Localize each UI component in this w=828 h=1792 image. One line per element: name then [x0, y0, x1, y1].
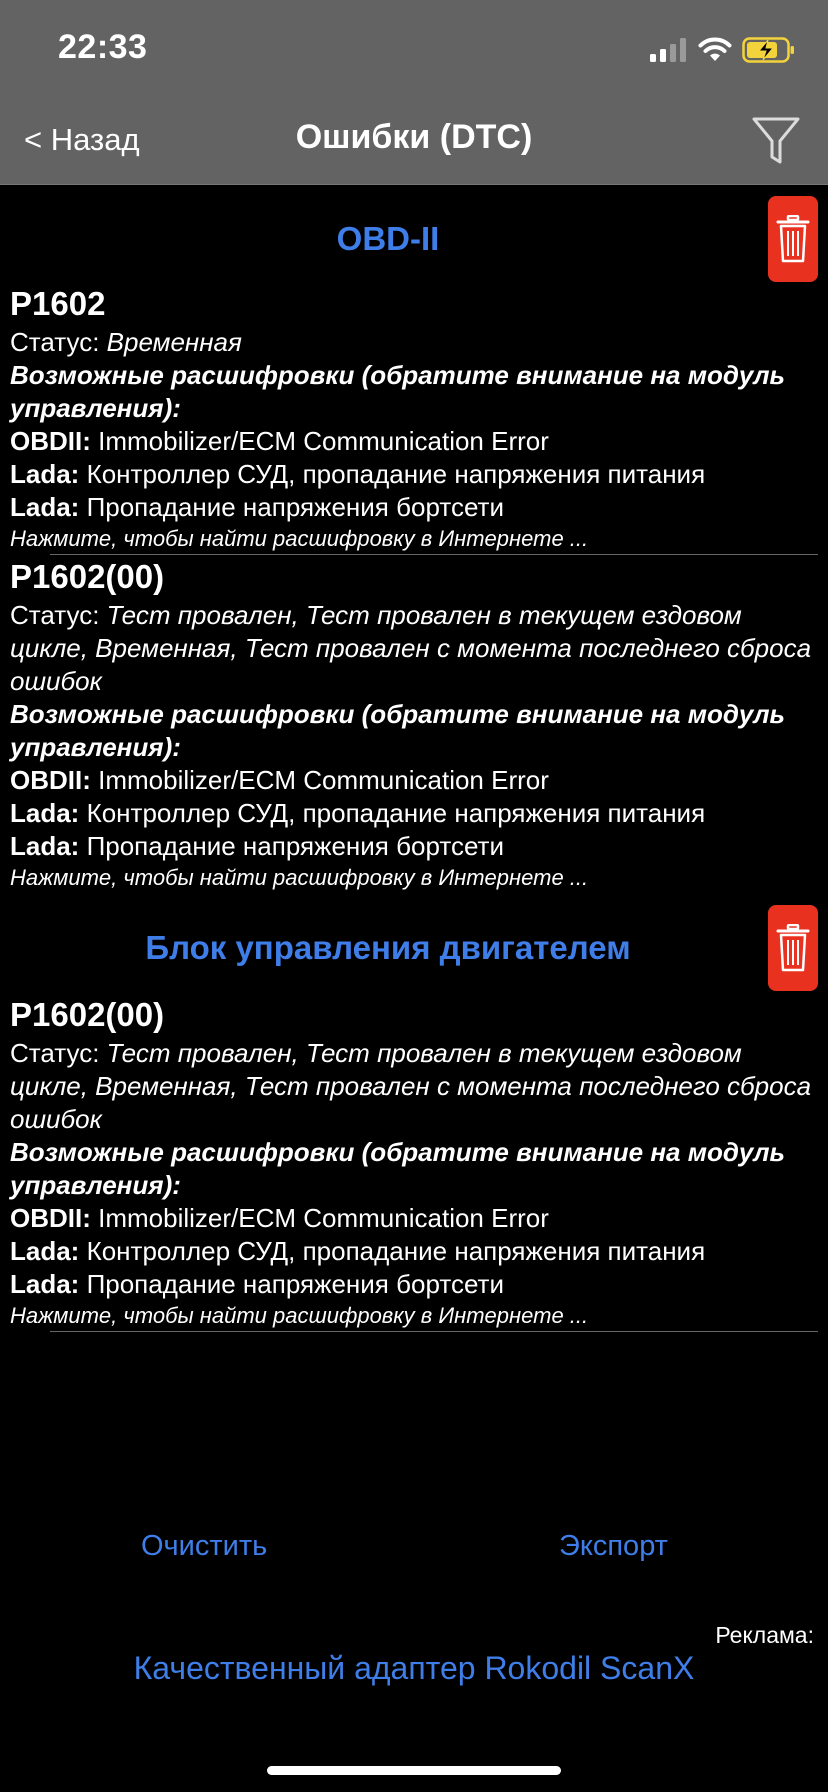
dtc-list — [0, 186, 828, 1332]
status-label: Статус: — [10, 327, 100, 357]
decode-text: Immobilizer/ECM Communication Error — [98, 765, 549, 795]
dtc-code: P1602(00) — [10, 558, 165, 595]
decode-heading — [10, 698, 818, 764]
dtc-status — [10, 599, 818, 698]
decode-text: Контроллер СУД, пропадание напряжения питания — [86, 459, 706, 489]
decode-heading — [10, 359, 818, 425]
status-bar — [0, 0, 828, 100]
status-value: Тест провален, Тест провален в текущем ездовом цикле, Временная, Тест провален с момента последнего сброса ошибок — [10, 1038, 812, 1134]
decode-line — [10, 1235, 818, 1268]
decode-text: Пропадание напряжения бортсети — [86, 831, 504, 861]
cellular-signal-icon — [650, 38, 688, 62]
decode-line — [10, 425, 818, 458]
trash-icon — [776, 924, 810, 972]
decode-line — [10, 764, 818, 797]
clear-button[interactable]: Очистить — [141, 1530, 268, 1562]
export-button[interactable]: Экспорт — [559, 1530, 668, 1562]
wifi-icon — [698, 37, 732, 63]
delete-section-button[interactable] — [768, 196, 818, 282]
decode-line — [10, 491, 818, 524]
status-label: Статус: — [10, 600, 100, 630]
status-value: Временная — [106, 327, 242, 357]
status-value: Тест провален, Тест провален в текущем ездовом цикле, Временная, Тест провален с момента последнего сброса ошибок — [10, 600, 812, 696]
trash-icon — [776, 215, 810, 263]
section-title: Блок управления двигателем — [145, 929, 631, 966]
ad-label: Реклама: — [715, 1622, 814, 1648]
web-search-hint[interactable]: Нажмите, чтобы найти расшифровку в Интернете ... — [10, 865, 589, 890]
battery-charging-icon — [742, 37, 796, 63]
decode-source: Lada: — [10, 831, 80, 861]
dtc-item[interactable] — [0, 282, 828, 554]
decode-line — [10, 1268, 818, 1301]
decode-source: Lada: — [10, 1269, 80, 1299]
decode-text: Immobilizer/ECM Communication Error — [98, 426, 549, 456]
dtc-item[interactable] — [0, 555, 828, 893]
decode-source: Lada: — [10, 798, 80, 828]
filter-button[interactable] — [750, 114, 802, 168]
dtc-code: P1602 — [10, 285, 106, 322]
decode-source: OBDII: — [10, 765, 91, 795]
bottom-actions — [0, 1530, 828, 1580]
decode-text: Пропадание напряжения бортсети — [86, 492, 504, 522]
web-search-hint[interactable]: Нажмите, чтобы найти расшифровку в Интернете ... — [10, 1303, 589, 1328]
decode-heading-text: Возможные расшифровки (обратите внимание на модуль управления): — [10, 1137, 785, 1200]
navigation-bar — [0, 100, 828, 185]
decode-heading-text: Возможные расшифровки (обратите внимание на модуль управления): — [10, 699, 785, 762]
section-header-ecu — [0, 893, 828, 993]
back-button[interactable]: < Назад — [24, 122, 140, 157]
decode-line — [10, 1202, 818, 1235]
status-icons — [650, 32, 796, 68]
dtc-status — [10, 1037, 818, 1136]
web-search-hint[interactable]: Нажмите, чтобы найти расшифровку в Интернете ... — [10, 526, 589, 551]
decode-source: Lada: — [10, 1236, 80, 1266]
decode-text: Пропадание напряжения бортсети — [86, 1269, 504, 1299]
decode-source: Lada: — [10, 459, 80, 489]
decode-line — [10, 830, 818, 863]
status-time: 22:33 — [58, 28, 148, 66]
decode-source: OBDII: — [10, 1203, 91, 1233]
decode-heading — [10, 1136, 818, 1202]
ad-link[interactable]: Качественный адаптер Rokodil ScanX — [133, 1650, 695, 1686]
decode-text: Immobilizer/ECM Communication Error — [98, 1203, 549, 1233]
page-title: Ошибки (DTC) — [295, 118, 533, 156]
section-title: OBD-II — [336, 220, 440, 257]
status-label: Статус: — [10, 1038, 100, 1068]
decode-line — [10, 458, 818, 491]
decode-text: Контроллер СУД, пропадание напряжения питания — [86, 1236, 706, 1266]
decode-heading-text: Возможные расшифровки (обратите внимание на модуль управления): — [10, 360, 785, 423]
dtc-status — [10, 326, 818, 359]
decode-source: OBDII: — [10, 426, 91, 456]
decode-text: Контроллер СУД, пропадание напряжения питания — [86, 798, 706, 828]
divider — [50, 1331, 818, 1332]
dtc-item[interactable] — [0, 993, 828, 1331]
delete-section-button[interactable] — [768, 905, 818, 991]
filter-icon — [750, 114, 802, 168]
decode-line — [10, 797, 818, 830]
section-header-obd2 — [0, 186, 828, 282]
decode-source: Lada: — [10, 492, 80, 522]
home-indicator[interactable] — [267, 1766, 561, 1775]
dtc-code: P1602(00) — [10, 996, 165, 1033]
